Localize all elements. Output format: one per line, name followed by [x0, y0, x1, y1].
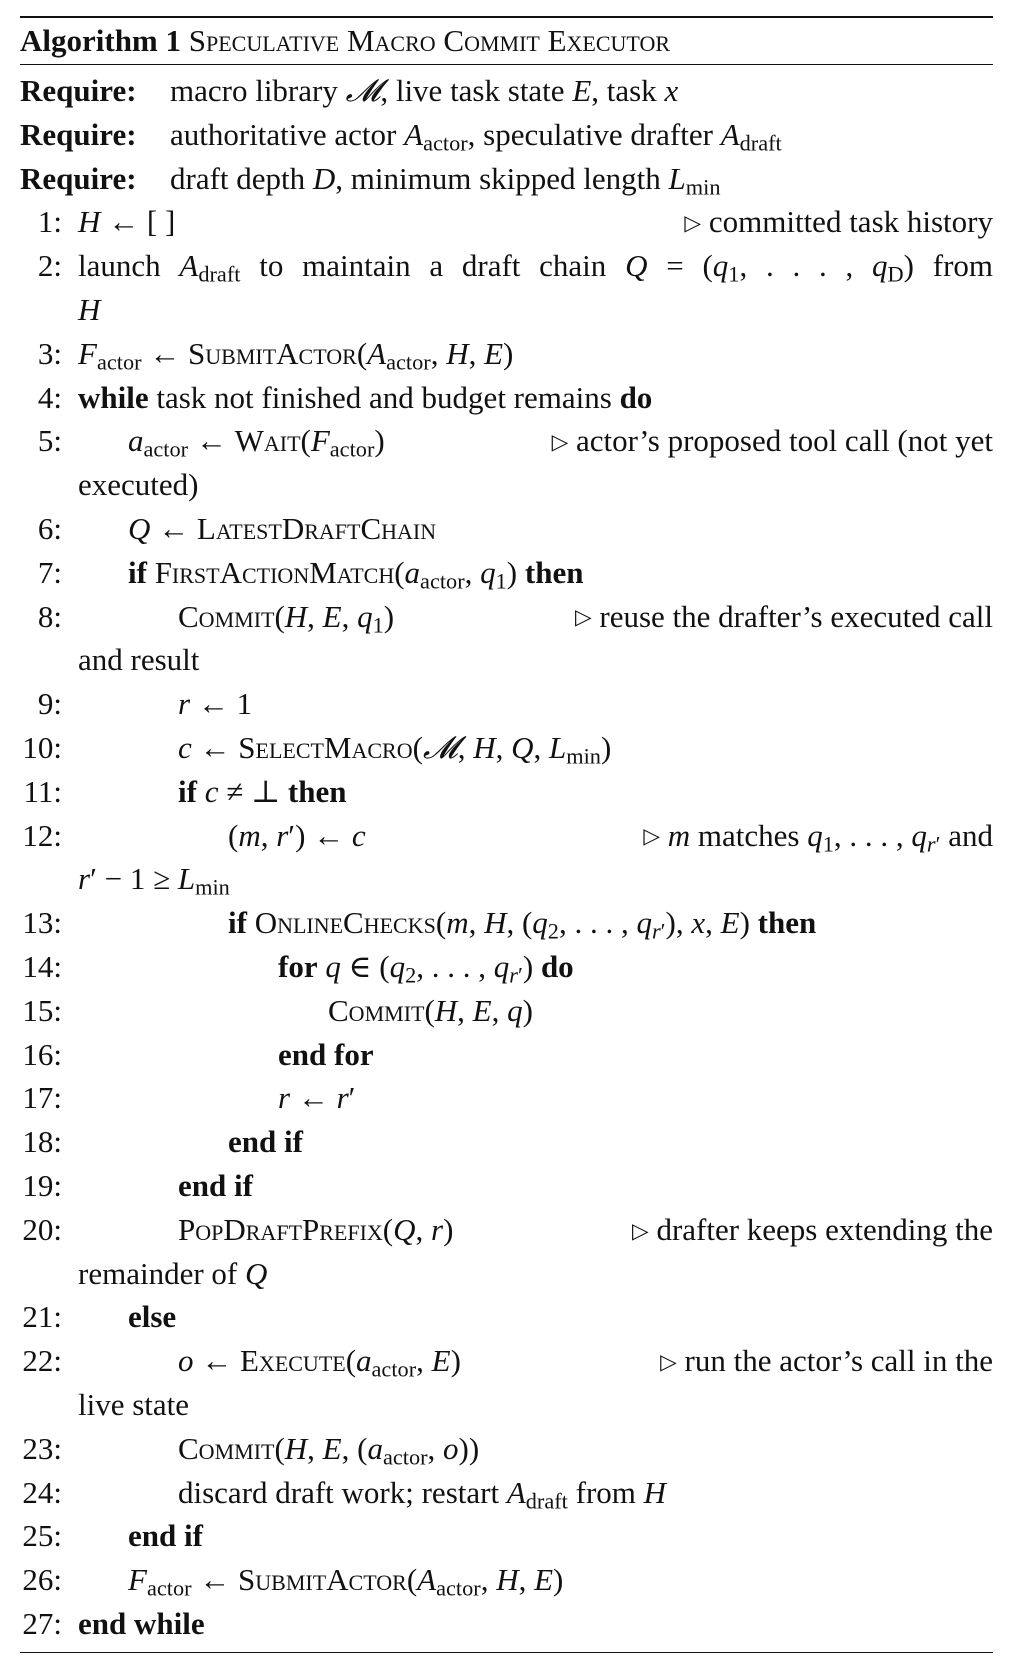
algorithm-line	[20, 595, 993, 639]
line-number: 4:	[37, 379, 62, 415]
line-number: 24:	[22, 1474, 62, 1510]
line-statement: $a_{actor}$ ← $Wait(F_{actor})$	[128, 423, 385, 462]
algorithm-line-continuation	[20, 1252, 993, 1296]
algorithm-line-continuation	[20, 288, 993, 332]
line-number: 17:	[22, 1080, 62, 1116]
line-number: 20:	[22, 1211, 62, 1247]
line-number: 23:	[22, 1430, 62, 1466]
line-number: 5:	[37, 423, 62, 459]
line-statement: o ← $Execute(a_{actor}$, E)	[178, 1343, 461, 1382]
algorithm-line	[20, 244, 993, 288]
algorithm-line	[20, 682, 993, 726]
line-number: 22:	[22, 1343, 62, 1379]
line-number: 21:	[22, 1299, 62, 1335]
algorithm-line	[20, 1076, 993, 1120]
line-continuation-text: and result	[78, 642, 200, 678]
require-keyword: Require:	[20, 116, 137, 152]
line-statement: discard draft work; restart $A_{draft}$ from H	[178, 1474, 667, 1514]
algorithm-line	[20, 1602, 993, 1646]
line-number: 7:	[37, 554, 62, 590]
line-number: 27:	[22, 1605, 62, 1641]
line-number: 13:	[22, 905, 62, 941]
line-comment: ▷ reuse the drafter’s executed call	[574, 598, 993, 634]
line-number: 18:	[22, 1124, 62, 1160]
line-statement: PopDraftPrefix(Q, r)	[178, 1211, 454, 1247]
algorithm-name: Speculative Macro Commit Executor	[188, 23, 671, 58]
line-statement: Q ← LatestDraftChain	[128, 510, 437, 546]
require-text: authoritative actor $A_{actor}$, speculative drafter $A_{draft}$	[170, 116, 782, 156]
algorithm-line	[20, 419, 993, 463]
line-continuation-text: executed)	[78, 467, 199, 503]
line-statement: end for	[278, 1036, 374, 1072]
line-number: 15:	[22, 992, 62, 1028]
line-number: 9:	[37, 686, 62, 722]
algorithm-line	[20, 1471, 993, 1515]
line-number: 1:	[37, 204, 62, 240]
line-statement: if OnlineChecks(m, H, ($q_2$, . . . , $q_{r'}$), x, E) then	[228, 905, 817, 944]
line-statement: end if	[228, 1124, 303, 1160]
algorithm-line-continuation	[20, 638, 993, 682]
algorithm-line	[20, 507, 993, 551]
line-number: 14:	[22, 948, 62, 984]
algorithm-line	[20, 1558, 993, 1602]
line-number: 3:	[37, 335, 62, 371]
algorithm-line-continuation	[20, 1383, 993, 1427]
line-comment: ▷ actor’s proposed tool call (not yet	[551, 423, 993, 459]
require-line	[20, 69, 993, 113]
algorithm-line-continuation	[20, 463, 993, 507]
algorithm-line	[20, 1208, 993, 1252]
algorithm-line	[20, 1339, 993, 1383]
line-statement: end if	[128, 1518, 203, 1554]
require-keyword: Require:	[20, 160, 137, 196]
algorithm-title	[20, 18, 993, 64]
line-comment: ▷ run the actor’s call in the	[660, 1343, 993, 1379]
line-number: 11:	[23, 773, 62, 809]
algorithm-line	[20, 551, 993, 595]
line-statement: for q ∈ ($q_2$, . . . , $q_{r'}$) do	[278, 948, 574, 988]
line-comment: ▷ committed task history	[684, 204, 993, 240]
line-statement: end while	[78, 1605, 205, 1641]
require-keyword: Require:	[20, 73, 137, 108]
line-number: 26:	[22, 1562, 62, 1598]
line-number: 2:	[37, 248, 62, 284]
line-statement: c ← SelectMacro(𝓜, H, Q, $L_{min}$)	[178, 729, 612, 769]
line-comment: ▷ m matches $q_1$, . . . , $q_{r'}$ and	[643, 817, 993, 857]
line-statement: $F_{actor}$ ← $SubmitActor(A_{actor}$, H, E)	[128, 1562, 564, 1601]
algorithm-line	[20, 1033, 993, 1077]
require-line	[20, 157, 993, 201]
algorithm-line	[20, 1164, 993, 1208]
algorithm-line	[20, 814, 993, 858]
line-statement: while task not finished and budget remains do	[78, 379, 653, 415]
line-number: 25:	[22, 1518, 62, 1554]
algorithm-line	[20, 332, 993, 376]
line-statement: end if	[178, 1167, 253, 1203]
require-text: macro library 𝓜, live task state E, task x	[170, 73, 679, 108]
algorithm-line	[20, 770, 993, 814]
line-statement: r ← 1	[178, 686, 253, 722]
line-number: 19:	[22, 1167, 62, 1203]
line-statement: Commit(H, E, ($a_{actor}$, o))	[178, 1430, 480, 1470]
line-statement: Commit(H, E, q)	[328, 992, 533, 1028]
algorithm-body	[20, 65, 993, 1652]
line-continuation-text: H	[78, 291, 101, 327]
algorithm-label: Algorithm 1	[20, 23, 182, 58]
line-number: 6:	[37, 510, 62, 546]
algorithm-line	[20, 901, 993, 945]
algorithm-line	[20, 1295, 993, 1339]
line-continuation-text: live state	[78, 1386, 190, 1422]
line-number: 12:	[22, 817, 62, 853]
algorithm-line	[20, 726, 993, 770]
algorithm-line	[20, 1427, 993, 1471]
algorithm-line	[20, 1514, 993, 1558]
require-text: draft depth D, minimum skipped length $L_{min}$	[170, 160, 721, 200]
algorithm-line	[20, 945, 993, 989]
algorithm-line	[20, 200, 993, 244]
bottom-rule	[20, 1652, 993, 1653]
line-statement: if c ≠ ⊥ then	[178, 773, 347, 809]
line-statement: H ← [ ]	[78, 204, 176, 240]
line-statement: $F_{actor}$ ← $SubmitActor(A_{actor}$, H, E)	[78, 335, 514, 375]
algorithm-line-continuation	[20, 857, 993, 901]
line-number: 10:	[22, 729, 62, 765]
line-number: 8:	[37, 598, 62, 634]
algorithm-line	[20, 376, 993, 420]
algorithm-line	[20, 1120, 993, 1164]
line-continuation-text: $r' - 1 \ge L_{min}$	[78, 861, 230, 900]
line-statement: if $FirstActionMatch(a_{actor}$, $q_1$) then	[128, 554, 584, 594]
require-line	[20, 113, 993, 157]
algorithm-block	[20, 16, 993, 1653]
line-statement: Commit(H, E, $q_1$)	[178, 598, 395, 638]
line-continuation-text: remainder of Q	[78, 1255, 268, 1291]
line-number: 16:	[22, 1036, 62, 1072]
line-statement: launch $A_{draft}$ to maintain a draft chain $Q = (q_1$, . . . , $q_D$) from	[78, 248, 994, 287]
line-statement: (m, r′) ← c	[228, 817, 366, 853]
line-statement: r ← r′	[278, 1080, 356, 1116]
line-comment: ▷ drafter keeps extending the	[632, 1211, 993, 1247]
algorithm-line	[20, 989, 993, 1033]
line-statement: else	[128, 1299, 177, 1335]
